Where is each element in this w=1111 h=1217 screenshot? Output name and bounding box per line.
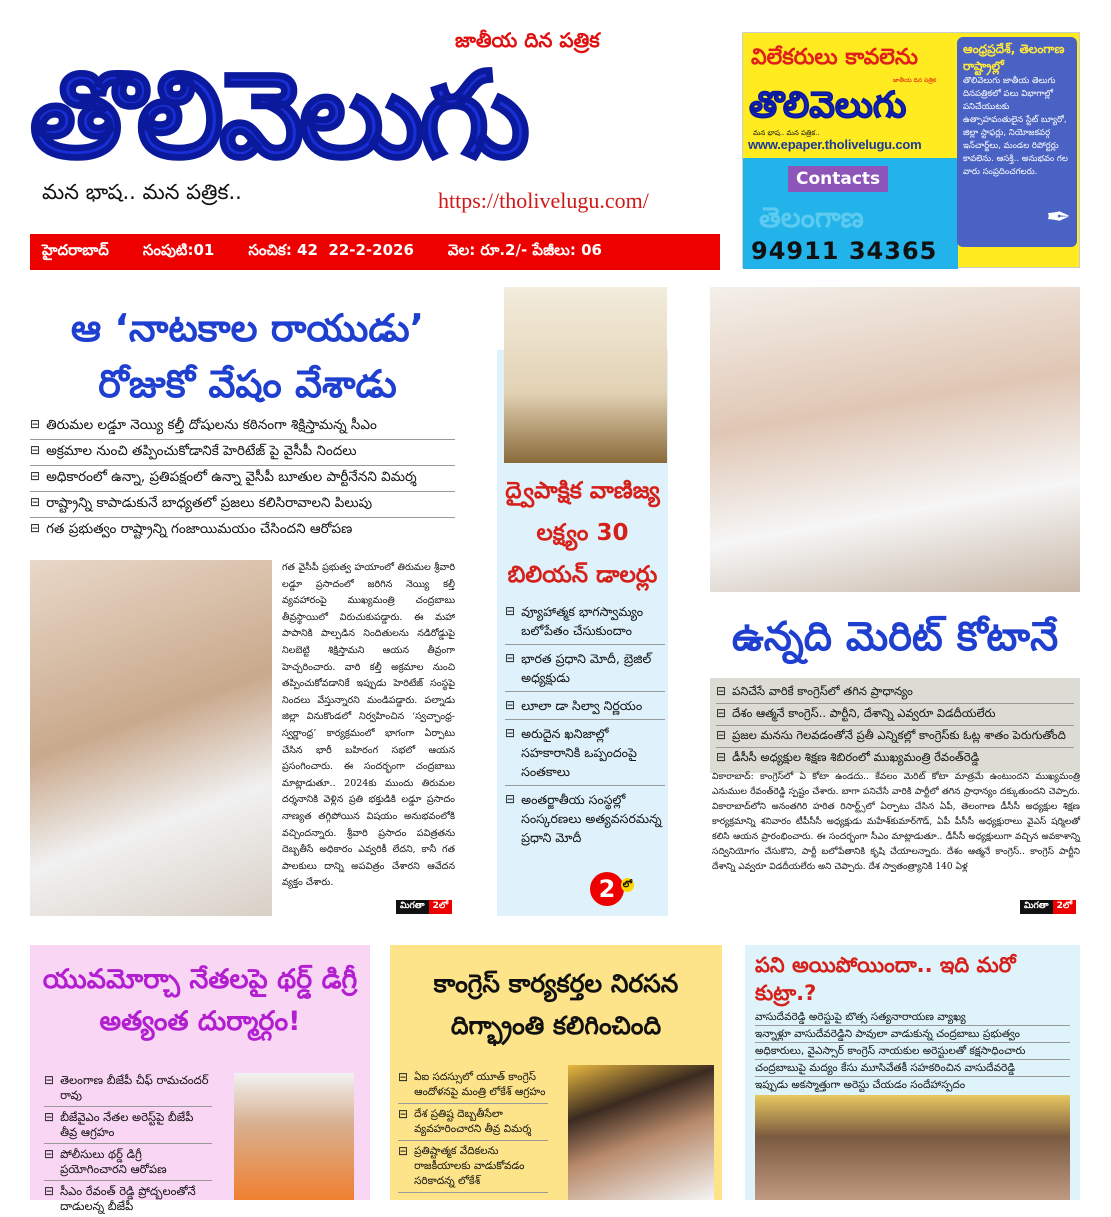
line-text: ఇప్పుడు అకస్మాత్తుగా అరెస్టు చేయడం సందేహాస్పదం: [755, 1079, 966, 1091]
bullet-icon: ⊟: [44, 1184, 55, 1198]
pen-icon: ✒: [1045, 200, 1071, 235]
bottom-left-bullets: [44, 1070, 212, 1217]
bullet-text: భారత ప్రధాని మోదీ, బ్రెజిల్ అధ్యక్షుడు: [521, 651, 652, 685]
bullet-icon: ⊟: [505, 792, 516, 806]
ad-contacts: Contacts: [788, 166, 888, 192]
volume: సంపుటి:01: [142, 241, 215, 259]
bullet-text: డీసీసీ అధ్యక్షుల శిక్షణ శిబిరంలో ముఖ్యమంత్రి రేవంత్‌రెడ్డి: [732, 750, 980, 764]
bullet-text: బీజేవైఎం నేతల అరెస్ట్‌పై బీజేపీ తీవ్ర ఆగ్రహం: [60, 1110, 194, 1139]
list-item: [716, 682, 1074, 704]
left-body: గత వైసీపీ ప్రభుత్వ హయాంలో తిరుమల శ్రీవారి లడ్డూ ప్రసాదంలో జరిగిన నెయ్యి కల్తీ వ్యవహారంపై ముఖ్యమంత్రి చంద్రబాబు తీవ్రస్థాయిలో విరుచుకుపడ్డారు. ఈ మహా పాపానికి పాల్పడిన నిందితులను నడిరోడ్డుపై నిలబెట్టి శిక్షిస్తామని ఆయన తీవ్రంగా హెచ్చరించారు. వారి కల్తీ అక్రమాల నుంచి తప్పించుకోవడానికే ఇప్పుడు హెరిటేజ్ సంస్థపై నిందలు వేస్తున్నారని మండిపడ్డారు. పల్నాడు జిల్లా వినుకొండలో నిర్వహించిన ‘స్వచ్ఛాంధ్ర-స్వర్ణాంధ్ర’ కార్యక్రమంలో భాగంగా ఏర్పాటు చేసిన భారీ బహిరంగ సభలో ఆయన ప్రసంగించారు. ఈ సందర్భంగా చంద్రబాబు మాట్లాడుతూ.. 2024కు ముందు తిరుమల దర్శనానికి వెళ్లిన ప్రతి భక్తుడికి లడ్డూ ప్రసాదం నాణ్యత తగ్గిపోయిన విషయం అనుభవంలోకి వచ్చిందన్నారు. శ్రీవారి ప్రసాదం పవిత్రతను దెబ్బతీసే అధికారం ఎవ్వరికీ లేదని, కానీ గత పాలకులు దాన్ని అపవిత్రం చేశారని ఆవేదన వ్యక్తం చేశారు.: [282, 562, 455, 889]
ad-state: తెలంగాణ: [759, 201, 864, 234]
continued-badge[interactable]: [396, 900, 452, 914]
left-headline-line2: రోజుకో వేషం వేశాడు: [98, 362, 397, 406]
bullet-icon: ⊟: [716, 728, 727, 742]
ad-panel: [957, 37, 1077, 247]
bullet-icon: ⊟: [44, 1147, 55, 1161]
right-body: వికారాబాద్: కాంగ్రెస్‌లో ఏ కోటా ఉండదు.. కేవలం మెరిట్ కోటా మాత్రమే ఉంటుందని ముఖ్యమంత్రి ఎనుముల రేవంత్‌రెడ్డి స్పష్టం చేశారు. బాగా పనిచేసే వారికి పార్టీలో తగిన ప్రాధాన్యం దక్కుతుందని చెప్పారు. వికారాబాద్‌లోని అనంతగిరి హరిత రిసార్ట్స్‌లో ఏర్పాటు చేసిన ఏపీ, తెలంగాణ డీసీసీ అధ్యక్షుల శిక్షణ కార్యక్రమాన్ని శనివారం టీపీసీసీ అధ్యక్షుడు మహేశ్‌కుమార్‌గౌడ్, ఏపీ పీసీసీ అధ్యక్షురాలు వైఎస్ షర్మిలతో కలిసి ఆయన ప్రారంభించారు. ఈ సందర్భంగా సీఎం మాట్లాడుతూ.. డీసీసీ అధ్యక్షులుగా వచ్చిన అవకాశాన్ని సద్వినియోగం చేసుకొని, పార్టీ బలోపేతానికి కృషి చేయాలన్నారు. దేశం ఆత్మనే కాంగ్రెస్.. కాంగ్రెస్ పార్టీని దేశాన్ని ఎవ్వరూ విడదీయలేరు అని చెప్పారు. దేశ స్వాతంత్ర్యానికి 140 ఏళ్ల: [712, 772, 1080, 872]
continued-badge[interactable]: [1020, 900, 1076, 914]
recruitment-ad[interactable]: [742, 32, 1080, 268]
bullet-icon: ⊟: [30, 495, 41, 509]
bullet-text: అక్రమాల నుంచి తప్పించుకోడానికే హెరిటేజ్ పై వైసీపీ నిందలు: [46, 443, 357, 459]
list-item: [44, 1144, 212, 1181]
list-item: [505, 645, 665, 692]
bullet-icon: ⊟: [505, 698, 516, 712]
line-text: ఇన్నాళ్లూ వాసుదేవరెడ్డిని పావులా వాడుకున్న చంద్రబాబు ప్రభుత్వం: [755, 1028, 1020, 1040]
right-headline[interactable]: ఉన్నది మెరిట్ కోటానే: [731, 614, 1059, 660]
more-page: 2లో: [429, 900, 453, 914]
bullet-icon: ⊟: [44, 1073, 55, 1087]
bottom-middle-story[interactable]: [390, 945, 722, 1200]
bullet-icon: ⊟: [716, 750, 727, 764]
ad-logo-tag: జాతీయ దిన పత్రిక: [893, 77, 937, 84]
page-2-badge[interactable]: [590, 872, 632, 906]
bullet-text: వ్యూహాత్మక భాగస్వామ్యం బలోపేతం చేసుకుందాం: [521, 604, 644, 638]
pages: పేజీలు: 06: [532, 241, 602, 259]
bullet-icon: ⊟: [30, 417, 41, 431]
left-bullets: [30, 414, 455, 544]
bullet-icon: ⊟: [716, 706, 727, 720]
middle-headline-line2: లక్ష్యం 30: [536, 520, 629, 546]
right-bullets: [710, 678, 1080, 773]
masthead-tagline: జాతీయ దిన పత్రిక: [455, 28, 600, 52]
price: వెల: రూ.2/-: [447, 241, 528, 259]
list-item: [505, 720, 665, 786]
bullet-icon: ⊟: [716, 684, 727, 698]
bullet-icon: ⊟: [398, 1107, 409, 1121]
list-item: [755, 1043, 1070, 1060]
list-item: [44, 1181, 212, 1217]
middle-headline-line1: ద్వైపాక్షిక వాణిజ్య: [505, 478, 660, 504]
bullet-text: అంతర్జాతీయ సంస్థల్లో సంస్కరణలు అత్యవసరమన్న ప్రధాని మోదీ: [521, 792, 662, 845]
left-headline[interactable]: [40, 300, 455, 412]
list-item: [30, 414, 455, 440]
more-page: 2లో: [1053, 900, 1077, 914]
bullet-text: దేశ ప్రతిష్ట దెబ్బతీసేలా వ్యవహరించారని తీవ్ర విమర్శ: [414, 1108, 532, 1135]
city: హైదరాబాద్: [42, 241, 109, 259]
list-item: [30, 518, 455, 544]
bullet-icon: ⊟: [505, 651, 516, 665]
list-item: [755, 1060, 1070, 1077]
bottom-right-lines: [745, 1009, 1080, 1093]
bullet-text: ప్రజల మనసు గెలవడంతోనే ప్రతీ ఎన్నికల్లో కాంగ్రెస్‌కు ఓట్ల శాతం పెరుగుతోంది: [732, 728, 1066, 742]
chandrababu-photo: [30, 560, 272, 916]
list-item: [505, 598, 665, 645]
bullet-icon: ⊟: [44, 1110, 55, 1124]
bullet-icon: ⊟: [30, 521, 41, 535]
modi-photo: [504, 287, 667, 463]
list-item: [755, 1009, 1070, 1026]
list-item: [755, 1026, 1070, 1043]
ad-logo: తొలివెలుగు: [749, 85, 907, 126]
bullet-text: ఏఐ సదస్సులో యూత్ కాంగ్రెస్ ఆందోళనపై మంత్రి లోకేశ్ ఆగ్రహం: [414, 1071, 546, 1098]
list-item: [716, 726, 1074, 748]
bullet-text: తిరుమల లడ్డూ నెయ్యి కల్తీ దోషులను కఠినంగా శిక్షిస్తామన్న సీఎం: [46, 417, 377, 433]
bullet-icon: ⊟: [398, 1144, 409, 1158]
badge-suffix: లో: [622, 880, 632, 890]
bullet-text: లూలా డా సిల్వా నిర్ణయం: [521, 698, 643, 713]
bullet-text: రాష్ట్రాన్ని కాపాడుకునే బాధ్యతలో ప్రజలు కలిసిరావాలని పిలుపు: [46, 495, 373, 511]
ad-website[interactable]: www.epaper.tholivelugu.com: [748, 137, 922, 152]
line-text: అధికారులు, వైఎస్సార్ కాంగ్రెస్ నాయకుల అరెస్టులతో కక్షసాధించారు: [755, 1045, 1026, 1057]
date: 22-2-2026: [328, 241, 414, 259]
list-item: [30, 466, 455, 492]
bullet-text: అధికారంలో ఉన్నా, ప్రతిపక్షంలో ఉన్నా వైసీపీ బూతుల పార్టీనేనని విమర్శ: [46, 469, 417, 485]
bottom-left-story[interactable]: [30, 945, 370, 1213]
bullet-text: గత ప్రభుత్వం రాష్ట్రాన్ని గంజాయిమయం చేసిందని ఆరోపణ: [46, 521, 353, 537]
issue: సంచిక: 42: [248, 241, 318, 259]
list-item: [30, 492, 455, 518]
bottom-right-headline: పని అయిపోయిందా.. ఇది మరో కుట్రా.?: [755, 953, 1016, 1005]
list-item: [505, 692, 665, 720]
bullet-icon: ⊟: [30, 469, 41, 483]
bullet-text: తెలంగాణ బీజేపీ చీఫ్ రామచందర్ రావు: [60, 1073, 209, 1102]
bullet-icon: ⊟: [505, 726, 516, 740]
lokesh-photo: [568, 1065, 714, 1200]
ad-phone[interactable]: 94911 34365: [751, 237, 938, 265]
list-item: [398, 1141, 548, 1193]
list-item: [716, 748, 1074, 769]
list-item: [755, 1077, 1070, 1093]
ad-panel-body: తొలివెలుగు జాతీయ తెలుగు దినపత్రికలో పలు విభాగాల్లో పనిచేయుటకు ఉత్సాహవంతులైన స్టేట్ బ్యూరో, జిల్లా స్టాఫర్లు, నియోజకవర్గ ఇన్‌చార్జ్‌లు, మండల రిపోర్టర్లు కావలెను. ఆసక్తి.. అనుభవం గల వారు సంప్రదించగలరు.: [963, 76, 1068, 177]
line-text: చంద్రబాబుపై మద్యం కేసు మూసివేతకీ సహకరించిన వాసుదేవరెడ్డి: [755, 1062, 1016, 1074]
ad-panel-heading: ఆంధ్రప్రదేశ్, తెలంగాణ రాష్ట్రాల్లో: [963, 42, 1065, 73]
bullet-text: అరుదైన ఖనిజాల్లో సహకారానికి ఒప్పందంపై సంతకాలు: [521, 726, 637, 779]
bottom-right-story[interactable]: [745, 945, 1080, 1200]
list-item: [30, 440, 455, 466]
price-pages: [448, 241, 602, 263]
list-item: [716, 704, 1074, 726]
revanth-photo: [710, 287, 1080, 592]
list-item: [398, 1104, 548, 1141]
bullet-text: దేశం ఆత్మనే కాంగ్రెస్.. పార్టీని, దేశాన్ని ఎవ్వరూ విడదీయలేరు: [732, 706, 996, 720]
ramchander-rao-photo: [234, 1073, 354, 1200]
badge-num: 2: [598, 875, 616, 903]
list-item: [398, 1067, 548, 1104]
bullet-icon: ⊟: [30, 443, 41, 457]
masthead-logo: తొలివెలుగు: [30, 46, 526, 184]
bullet-text: పోలీసులు థర్డ్ డిగ్రీ ప్రయోగించారని ఆరోపణ: [60, 1147, 167, 1176]
bottom-middle-bullets: [398, 1067, 548, 1193]
middle-headline[interactable]: [497, 470, 668, 596]
list-item: [505, 786, 665, 851]
botsa-photo: [755, 1095, 1070, 1200]
list-item: [44, 1107, 212, 1144]
bullet-icon: ⊟: [398, 1070, 409, 1084]
website-link[interactable]: https://tholivelugu.com/: [438, 188, 649, 213]
line-text: వాసుదేవరెడ్డి అరెస్టుపై బొత్స సత్యనారాయణ వ్యాఖ్య: [755, 1011, 966, 1023]
more-label: మిగతా: [396, 900, 429, 914]
info-bar: [30, 234, 720, 270]
bottom-middle-headline: కాంగ్రెస్ కార్యకర్తల నిరసన దిగ్భ్రాంతి కలిగించింది: [433, 969, 679, 1040]
ad-motto: మన భాష.. మన పత్రిక..: [753, 129, 820, 137]
middle-bullets: [505, 598, 665, 851]
more-label: మిగతా: [1020, 900, 1053, 914]
bullet-text: పనిచేసే వారికే కాంగ్రెస్‌లో తగిన ప్రాధాన్యం: [732, 684, 913, 698]
bullet-icon: ⊟: [505, 604, 516, 618]
bullet-text: ప్రతిష్టాత్మక వేదికలను రాజకీయాలకు వాడుకోవడం సరికాదన్న లోకేశ్: [414, 1145, 525, 1187]
masthead-motto: మన భాష.. మన పత్రిక..: [42, 180, 242, 204]
bottom-left-headline: యువమోర్చా నేతలపై థర్డ్ డిగ్రీ అత్యంత దుర్మార్గం!: [42, 964, 358, 1037]
issue-date: [248, 241, 414, 263]
ad-headline: విలేకరులు కావలెను: [751, 45, 918, 70]
list-item: [44, 1070, 212, 1107]
middle-headline-line3: బిలియన్ డాలర్లు: [507, 562, 658, 588]
bullet-text: సీఎం రేవంత్ రెడ్డి ప్రోద్బలంతోనే దాడులన్న బీజేపీ: [60, 1184, 196, 1213]
left-headline-line1: ఆ ‘నాటకాల రాయుడు’: [70, 306, 425, 350]
